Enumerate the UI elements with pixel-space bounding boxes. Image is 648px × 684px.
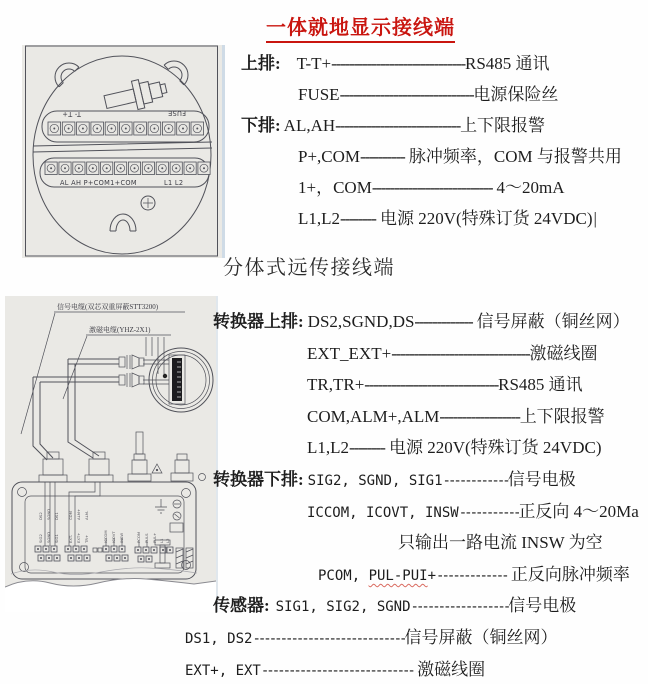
dash-leader: ------------------------------: [331, 54, 465, 73]
wiring-line: [0, 79, 648, 110]
terminal-description: 电源 220V(特殊订货 24VDC): [375, 209, 593, 228]
terminal-names: EXT+, EXT: [185, 662, 261, 679]
wiring-line: [0, 306, 648, 338]
terminal-description: 电源保险丝: [473, 85, 559, 104]
note-text: 只输出一路电流 INSW 为空: [398, 533, 603, 553]
dash-leader: -----------: [458, 504, 519, 521]
terminal-description: 信号屏蔽（铜丝网）: [404, 627, 558, 647]
row-group-label: 转换器上排:: [213, 312, 304, 331]
terminal-description: 激磁线圈: [529, 343, 598, 363]
wiring-line: [0, 141, 648, 172]
excitation-cable-label: 激磁电缆(YHZ-2X1): [89, 326, 151, 334]
wiring-line: [0, 432, 648, 464]
terminal-names: PCOM,: [318, 567, 369, 584]
board-micro-label: EXT-: [68, 534, 73, 543]
board-micro-label: TR+: [84, 534, 89, 543]
terminal-names: 1+，COM: [298, 178, 372, 197]
terminal-description: RS485 通讯: [464, 54, 550, 73]
signal-cable-label: 信号电缆(双芯双重屏蔽STT3200): [57, 303, 159, 311]
terminal-description: 上下限报警: [519, 406, 605, 426]
board-micro-label: EXT+: [76, 532, 81, 543]
terminal-description: 脉冲频率，COM 与报警共用: [404, 147, 622, 166]
dash-leader: ---------------------------: [371, 178, 493, 197]
dash-leader: ----------: [360, 147, 405, 166]
terminal-names: DS2,SGND,DS: [307, 312, 415, 331]
wiring-line: [0, 369, 648, 401]
dash-leader: ------------------------------: [339, 85, 474, 104]
dash-leader: -------------: [436, 567, 507, 584]
dash-leader: ----------------------------: [260, 662, 413, 679]
integrated-terminal-list: [0, 48, 648, 234]
page-title: 一体就地显示接线端: [266, 11, 455, 43]
wiring-line: [0, 559, 648, 591]
board-micro-label: SIG1: [54, 534, 59, 543]
upper-strip-left-label: T- T+: [62, 110, 81, 118]
wiring-line: [0, 401, 648, 433]
board-micro-label: L1: [159, 538, 164, 543]
dash-leader: ----------------------------: [252, 630, 405, 647]
row-group-label: 转换器下排:: [213, 469, 304, 489]
terminal-names: FUSE: [298, 85, 340, 104]
terminal-names: L1,L2: [298, 209, 341, 228]
dash-leader: --------: [349, 438, 385, 458]
board-micro-label: ICCOM: [103, 530, 108, 543]
board-micro-label: DS1: [54, 512, 59, 520]
board-micro-label: COM: [68, 511, 73, 520]
wiring-line: [0, 172, 648, 203]
wiring-line: [0, 590, 648, 622]
board-micro-label: INSW: [119, 532, 124, 543]
wiring-line: [0, 110, 648, 141]
dash-leader: ------------------------------: [364, 375, 499, 395]
terminal-description: 正反向脉冲频率: [506, 564, 630, 584]
terminal-description: 信号电极: [507, 469, 576, 489]
text-cursor: |: [593, 209, 597, 228]
board-micro-label: DS2: [38, 512, 43, 520]
terminal-description: 正反向 4～20Ma: [518, 501, 639, 521]
dash-leader: --------: [340, 209, 376, 228]
dash-leader: ------------------: [410, 599, 509, 616]
dash-leader: ------------------: [439, 406, 520, 426]
terminal-description: RS485 通讯: [498, 375, 583, 395]
terminal-names: SIG2, SGND, SIG1: [307, 472, 443, 489]
wiring-line: [0, 464, 648, 496]
wiring-line: [0, 496, 648, 528]
section-title-remote: 分体式远传接线端: [223, 257, 395, 279]
terminal-names: EXT_EXT+: [307, 343, 392, 363]
terminal-description: 4～20mA: [492, 178, 565, 197]
board-micro-label: PULS: [144, 533, 149, 543]
remote-terminal-list: [0, 306, 648, 684]
terminal-names: AL,AH: [283, 116, 336, 135]
board-micro-label: ALM-: [84, 510, 89, 520]
row-group-label: 下排:: [241, 116, 281, 135]
terminal-names: T-T+: [296, 54, 332, 73]
wiring-line: [0, 622, 648, 654]
terminal-names: TR,TR+: [307, 375, 365, 395]
wiring-line: [0, 654, 648, 684]
upper-strip-fuse-label: FUSE: [167, 109, 186, 117]
wiring-note-line: [0, 527, 648, 559]
spellcheck-underlined-term: PUL-PUI: [368, 567, 428, 584]
terminal-description: 信号屏蔽（铜丝网）: [472, 312, 630, 331]
terminal-description: 电源 220V(特殊订货 24VDC): [384, 438, 602, 458]
dash-leader: ------------: [442, 472, 508, 489]
dash-leader: -------------------------------: [391, 343, 530, 363]
terminal-description: 信号电极: [508, 596, 577, 616]
terminal-names: COM,ALM+,ALM: [307, 406, 440, 426]
terminal-names: ICCOM, ICOVT, INSW: [307, 504, 459, 521]
board-micro-label: SGND: [46, 508, 51, 520]
terminal-names: DS1, DS2: [185, 630, 253, 647]
dash-leader: -------------: [414, 312, 473, 331]
board-micro-label: ALM+: [76, 508, 81, 520]
board-micro-label: PUL+: [152, 532, 157, 543]
dash-leader: ----------------------------: [335, 116, 461, 135]
terminal-description: 上下限报警: [460, 116, 546, 135]
board-micro-label: ICOVT: [111, 531, 116, 543]
lower-strip-left-label: AL AH P+COM1+COM: [60, 179, 137, 187]
board-micro-label: L2: [165, 538, 170, 543]
board-micro-label: SGND: [46, 531, 51, 543]
terminal-names: P+,COM: [298, 147, 361, 166]
wiring-line: [0, 203, 648, 234]
wiring-line: [0, 338, 648, 370]
lower-strip-right-label: L1 L2: [164, 179, 184, 187]
terminal-description: 激磁线圈: [412, 659, 486, 679]
terminal-names: SIG1, SIG2, SGND: [275, 599, 411, 616]
terminal-names: +: [427, 567, 437, 584]
row-group-label: 传感器:: [213, 596, 270, 616]
terminal-names: L1,L2: [307, 438, 350, 458]
row-group-label: 上排:: [241, 54, 281, 73]
board-micro-label: PCOM: [136, 531, 141, 543]
board-micro-label: SIG2: [38, 534, 43, 543]
wiring-line: [0, 48, 648, 79]
